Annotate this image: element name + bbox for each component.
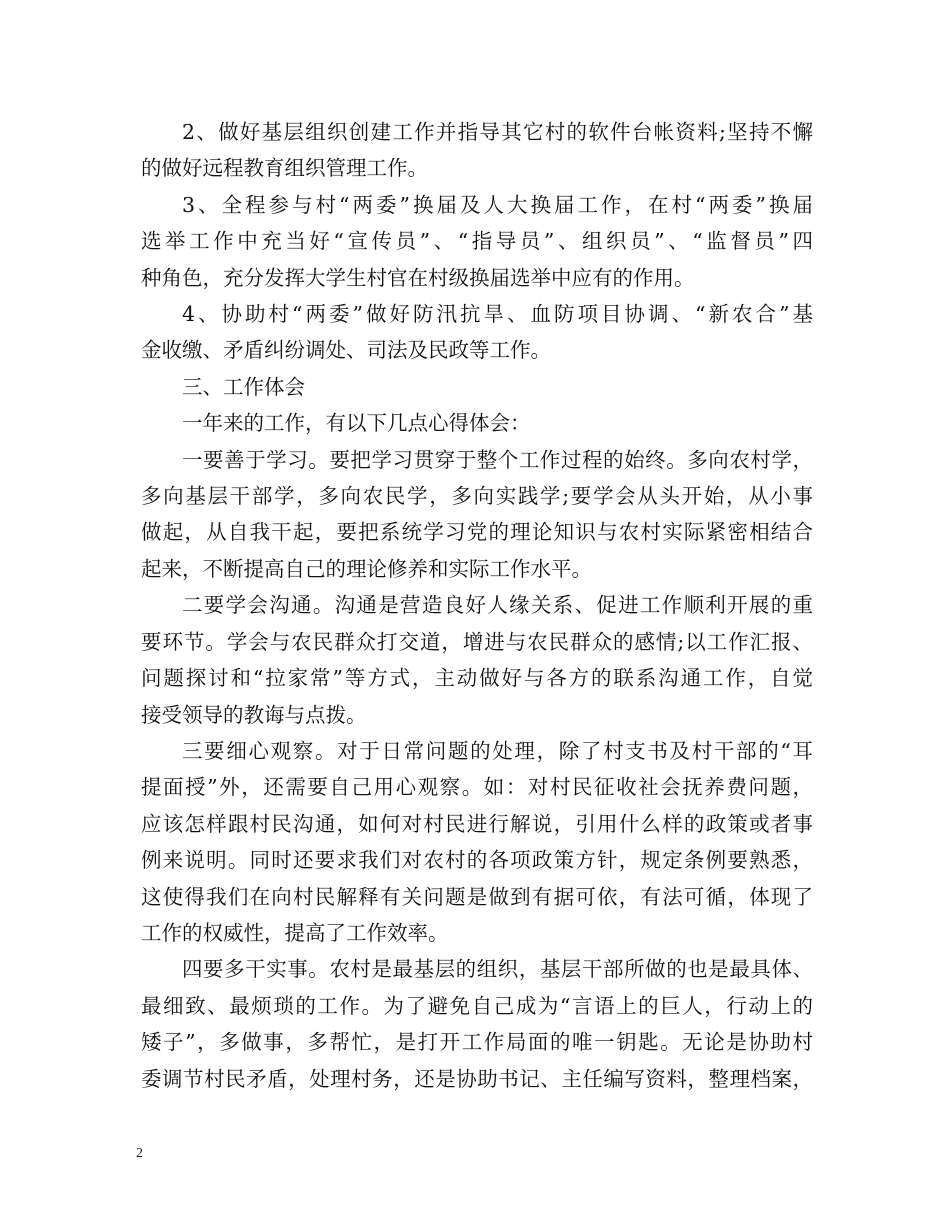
text-line: 起来，不断提高自己的理论修养和实际工作水平。 (141, 556, 592, 581)
text-line: 选举工作中充当好“宣传员”、“指导员”、组织员”、“监督员”四 (141, 229, 813, 254)
paragraph-practical-work (141, 951, 813, 1097)
text-line: 一要善于学习。要把学习贯穿于整个工作过程的始终。多向农村学， (182, 447, 813, 472)
paragraph-item-2 (141, 114, 813, 187)
text-line: 金收缴、矛盾纠纷调处、司法及民政等工作。 (141, 338, 551, 363)
text-line: 例来说明。同时还要求我们对农村的各项政策方针，规定条例要熟悉， (141, 848, 813, 873)
text-line: 3、全程参与村“两委”换届及人大换届工作，在村“两委”换届 (182, 192, 813, 217)
section-heading (141, 369, 813, 405)
text-line: 最细致、最烦琐的工作。为了避免自己成为“言语上的巨人，行动上的 (141, 993, 813, 1018)
text-line: 工作的权威性，提高了工作效率。 (141, 920, 449, 945)
text-line: 这使得我们在向村民解释有关问题是做到有据可依，有法可循，体现了 (141, 884, 813, 909)
text-line: 矮子”，多做事，多帮忙，是打开工作局面的唯一钥匙。无论是协助村 (141, 1030, 813, 1055)
text-line: 做起，从自我干起，要把系统学习党的理论知识与农村实际紧密相结合 (141, 520, 813, 545)
text-line: 接受领导的教诲与点拨。 (141, 702, 367, 727)
text-line: 提面授”外，还需要自己用心观察。如：对村民征收社会抚养费问题， (141, 775, 813, 800)
text-line: 应该怎样跟村民沟通，如何对村民进行解说，引用什么样的政策或者事 (141, 811, 813, 836)
text-line: 种角色，充分发挥大学生村官在村级换届选举中应有的作用。 (141, 265, 695, 290)
text-line: 多向基层干部学，多向农民学，多向实践学;要学会从头开始，从小事 (141, 484, 813, 509)
text-line: 一年来的工作，有以下几点心得体会： (182, 411, 531, 436)
document-body (141, 114, 813, 1097)
intro-paragraph (141, 405, 813, 441)
text-line: 2、做好基层组织创建工作并指导其它村的软件台帐资料;坚持不懈 (182, 120, 813, 144)
text-line: 四要多干实事。农村是最基层的组织，基层干部所做的也是最具体、 (182, 957, 813, 982)
text-line: 问题探讨和“拉家常”等方式，主动做好与各方的联系沟通工作，自觉 (141, 666, 813, 691)
text-line: 的做好远程教育组织管理工作。 (141, 156, 428, 181)
paragraph-communication (141, 587, 813, 733)
paragraph-item-3 (141, 187, 813, 296)
text-line: 4、协助村“两委”做好防汛抗旱、血防项目协调、“新农合”基 (182, 302, 813, 327)
text-line: 三、工作体会 (182, 374, 305, 399)
paragraph-observation (141, 733, 813, 951)
paragraph-item-4 (141, 296, 813, 369)
text-line: 三要细心观察。对于日常问题的处理，除了村支书及村干部的“耳 (182, 738, 813, 763)
text-line: 委调节村民矛盾，处理村务，还是协助书记、主任编写资料，整理档案， (141, 1066, 813, 1091)
paragraph-learning (141, 442, 813, 588)
text-line: 二要学会沟通。沟通是营造良好人缘关系、促进工作顺利开展的重 (182, 593, 813, 618)
text-line: 要环节。学会与农民群众打交道，增进与农民群众的感情;以工作汇报、 (141, 629, 813, 654)
page-number: 2 (136, 1146, 143, 1161)
